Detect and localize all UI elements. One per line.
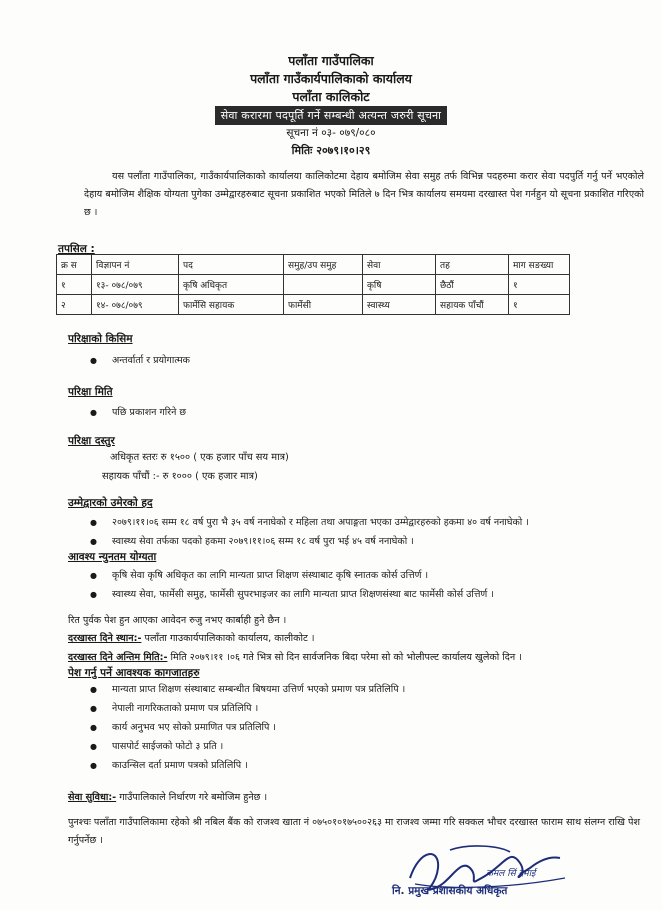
list-item: ● नेपाली नागरिकताको प्रमाण पत्र प्रतिलिपि । [90, 699, 650, 718]
qualification-list [90, 566, 650, 604]
office-name: पलाँता गाउँकार्यपालिकाको कार्यालय [250, 71, 412, 86]
cell: १४- ०७८/०७९ [92, 295, 179, 315]
facility-value: गाउँपालिकाले निर्धारण गरे बमोजिम हुनेछ । [119, 792, 268, 803]
list-item: ● स्वास्थ्य सेवा तर्फका पदको हकमा २०७९।११।०६ सम्म १८ वर्ष पुरा भई ४५ वर्ष ननाघेको । [90, 532, 650, 551]
signatory-title: नि. प्रमुख प्रशासकीय अधिकृत [392, 885, 508, 897]
cell: स्वास्थ्य [363, 295, 436, 315]
notice-date: मितिः २०७९।१०।२९ [291, 144, 371, 157]
qualification-heading: आवश्य न्युनतम योग्यता [68, 551, 157, 563]
intro-paragraph [84, 168, 644, 222]
list-item: ● पछि प्रकाशन गरिने छ [90, 403, 186, 422]
exam-date-heading: परिक्षा मिति [68, 386, 113, 398]
intro-text: यस पलाँता गाउँपालिका, गाउँकार्यपालिकाको कार्यालया कालिकोटमा देहाय बमोजिम सेवा समुह तर्फ विभिन्न पदहरुमा करार सेवा पदपुर्ति गर्नु पर्ने भएकोले देहाय बमोजिम शैक्षिक योग्यता पुगेका उम्मेद्वारहरुबाट सूचना प्रकाशित भएको मितिले ७ दिन भित्र कार्यालय समयमा दरखास्त पेश गर्नहुन यो सूचना प्रकाशित गरिएको छ । [84, 171, 644, 218]
vacancy-table [56, 254, 570, 315]
apply-place [68, 631, 648, 644]
cell: कृषि अधिकृत [179, 275, 284, 295]
cell: १ [57, 275, 92, 295]
col-ad-no: विज्ञापन नं [92, 255, 179, 275]
table-row [57, 275, 570, 295]
col-sn: क्र स [57, 255, 92, 275]
details-heading: तपसिल : [58, 243, 95, 255]
list-item: ● काउन्सिल दर्ता प्रमाण पत्रको प्रतिलिपि । [90, 756, 650, 775]
cell [284, 275, 363, 295]
exam-type-heading: परिक्षाको किसिम [68, 333, 133, 345]
list-item: ● कार्य अनुभव भए सोको प्रमाणित पत्र प्रतिलिपि । [90, 718, 650, 737]
exam-type-list [90, 351, 190, 370]
list-item: ● अन्तर्वार्ता र प्रयोगात्मक [90, 351, 190, 370]
postscript: पुनश्चः पलाँता गाउँपालिकामा रहेको श्री नबिल बैंक को राजश्व खाता नं ०७५०१०१७५००२६३ मा राजश्व जम्मा गरि सक्कल भौचर दरखास्त फाराम साथ संलग्न राखि पेश गर्नुपर्नेछ । [68, 817, 640, 846]
municipality-name: पलाँता गाउँपालिका [288, 53, 374, 68]
col-post: पद [179, 255, 284, 275]
facility [68, 790, 648, 803]
cell: १३- ०७८/०७९ [92, 275, 179, 295]
notice-number: सूचना नं ०३- ०७९/०८० [286, 127, 376, 139]
last-date [68, 650, 648, 663]
cell: सहायक पाँचौं [436, 295, 509, 315]
cell: कृषि [363, 275, 436, 295]
col-level: तह [436, 255, 509, 275]
office-location: पलाँता कालिकोट [292, 89, 370, 104]
cell: छैठौं [436, 275, 509, 295]
rules-line: रित पुर्वक पेश हुन आएका आवेदन रुजु नभए कार्बाही हुने छैन । [68, 615, 287, 626]
documents-list [90, 680, 650, 775]
list-item: ● मान्यता प्राप्त शिक्षण संस्थाबाट सम्बन्धीत बिषयमा उत्तिर्ण भएको प्रमाण पत्र प्रतिलिपि । [90, 680, 650, 699]
exam-date-list [90, 403, 186, 422]
col-group: समुह/उप समुह [284, 255, 363, 275]
exam-fee-heading: परिक्षा दस्तुर [68, 435, 115, 447]
signatory-name: कमल सिं दमाई [486, 869, 536, 879]
cell: २ [57, 295, 92, 315]
list-item: ● कृषि सेवा कृषि अधिकृत का लागि मान्यता प्राप्त शिक्षण संस्थाबाट कृषि स्नातक कोर्स उत्तिर्ण । [90, 566, 650, 585]
age-limit-list [90, 513, 650, 551]
notice-banner-wrap [0, 104, 662, 125]
col-service: सेवा [363, 255, 436, 275]
table-header-row [57, 255, 570, 275]
notice-banner: सेवा करारमा पदपूर्ति गर्ने सम्बन्धी अत्यन्त जरुरी सूचना [215, 106, 447, 125]
last-date-value: मिति २०७९।११ ।०६ गते भित्र सो दिन सार्वजनिक बिदा परेमा सो को भोलीपल्ट कार्यालय खुलेको दिन । [170, 652, 522, 663]
documents-heading: पेश गर्नु पर्ने आवश्यक कागजातहरु [68, 667, 200, 679]
list-item: ● स्वास्थ्य सेवा, फार्मेसी समुह, फार्मेसी सुपरभाइजर का लागि मान्यता प्राप्त शिक्षणसंस्था बाट फार्मेसी कोर्स उत्तिर्ण । [90, 585, 650, 604]
fee-officer: अधिकृत स्तरः रु १५०० ( एक हजार पाँच सय मात्र) [110, 452, 289, 463]
cell: फार्मेसि सहायक [179, 295, 284, 315]
list-item: ● पासपोर्ट साईजको फोटो ३ प्रति । [90, 737, 650, 756]
age-limit-heading: उम्मेद्वारको उमेरको हद [68, 497, 153, 509]
cell: १ [509, 275, 570, 295]
cell: फार्मेसी [284, 295, 363, 315]
table-row [57, 295, 570, 315]
last-date-label: दरखास्त दिने अन्तिम मिति:- [68, 652, 168, 663]
facility-label: सेवा सुविधा:- [68, 792, 117, 803]
apply-place-value: पलाँता गाउकार्यपालिकाको कार्यालय, कालीकोट । [144, 633, 315, 644]
apply-place-label: दरखास्त दिने स्थान:- [68, 633, 142, 644]
cell: १ [509, 295, 570, 315]
fee-assistant: सहायक पाँचौं :- रु १००० ( एक हजार मात्र) [102, 471, 258, 482]
col-demand: माग सङख्या [509, 255, 570, 275]
list-item: ● २०७९।११।०६ सम्म १८ वर्ष पुरा भै ३५ वर्ष ननाघेको र महिला तथा अपाङ्गता भएका उम्मेद्वारहरुको हकमा ४० वर्ष ननाघेको । [90, 513, 650, 532]
